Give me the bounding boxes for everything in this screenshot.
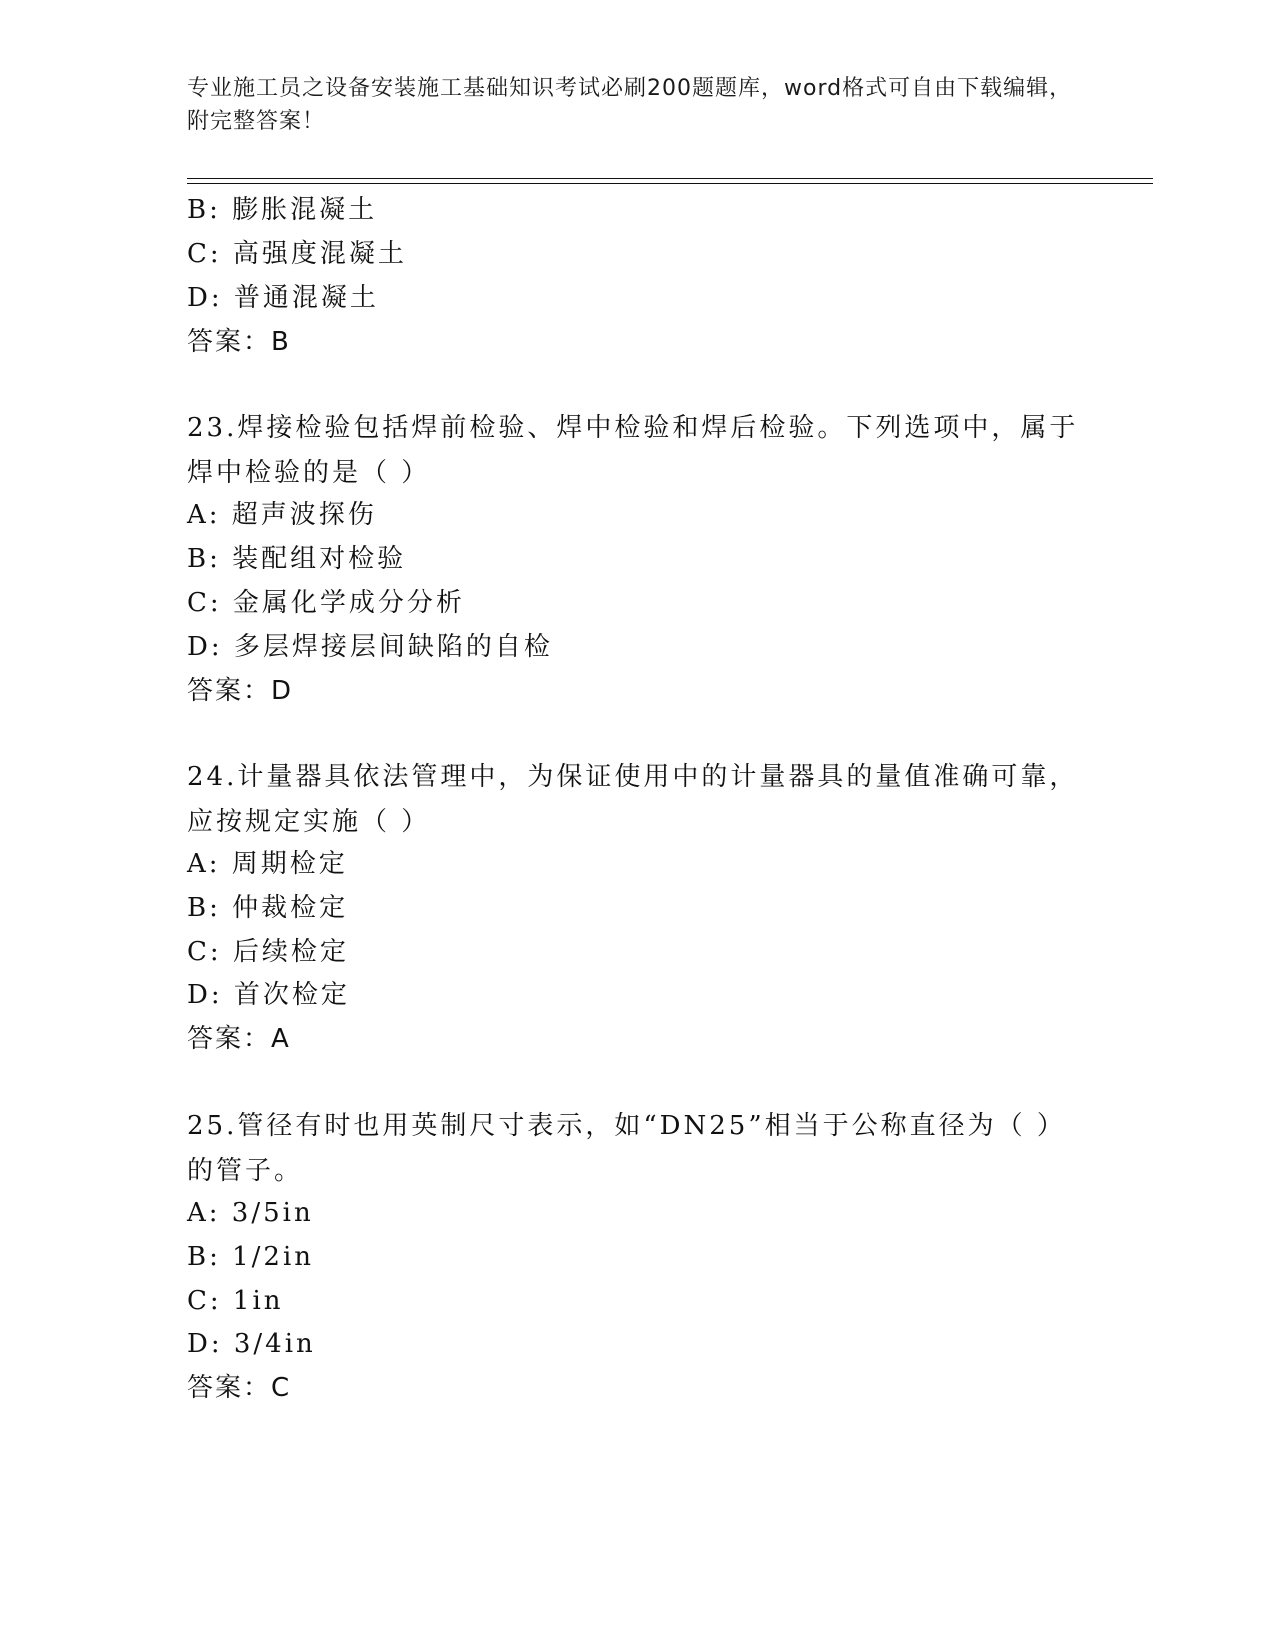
document-header: 专业施工员之设备安装施工基础知识考试必刷200题题库，word格式可自由下载编辑，附完整答案！ bbox=[187, 76, 1073, 134]
q25-option-d: D: 3/4in bbox=[187, 1329, 316, 1359]
q24-option-c: C: 后续检定 bbox=[187, 937, 349, 967]
q23-option-b: B: 装配组对检验 bbox=[187, 544, 407, 574]
q24-answer-line bbox=[187, 1022, 291, 1056]
answer-label: 答案： bbox=[187, 1024, 272, 1054]
q25-option-c: C: 1in bbox=[187, 1286, 284, 1316]
option-b: B: 膨胀混凝土 bbox=[187, 195, 378, 225]
q24-option-b: B: 仲裁检定 bbox=[187, 893, 349, 923]
answer-label: 答案： bbox=[187, 1373, 272, 1403]
answer-value: A bbox=[271, 1024, 291, 1054]
q23-option-a: A: 超声波探伤 bbox=[187, 500, 377, 530]
q23-option-d: D: 多层焊接层间缺陷的自检 bbox=[187, 632, 553, 662]
q24-option-d: D: 首次检定 bbox=[187, 980, 350, 1010]
answer-line bbox=[187, 325, 291, 359]
question-25-stem: 25.管径有时也用英制尺寸表示，如“DN25”相当于公称直径为（ ）的管子。 bbox=[187, 1111, 1066, 1186]
answer-label: 答案： bbox=[187, 327, 272, 357]
question-24-stem: 24.计量器具依法管理中，为保证使用中的计量器具的量值准确可靠，应按规定实施（ ） bbox=[187, 762, 1079, 837]
option-d: D: 普通混凝土 bbox=[187, 283, 379, 313]
q25-answer-line bbox=[187, 1371, 291, 1405]
q25-option-b: B: 1/2in bbox=[187, 1242, 315, 1272]
q24-option-a: A: 周期检定 bbox=[187, 849, 348, 879]
option-c: C: 高强度混凝土 bbox=[187, 239, 407, 269]
q23-answer-line bbox=[187, 674, 293, 708]
answer-value: D bbox=[271, 676, 294, 706]
header-divider-top bbox=[187, 178, 1153, 179]
answer-label: 答案： bbox=[187, 676, 272, 706]
q25-option-a: A: 3/5in bbox=[187, 1198, 314, 1228]
q23-option-c: C: 金属化学成分分析 bbox=[187, 588, 465, 618]
answer-value: B bbox=[271, 327, 291, 357]
answer-value: C bbox=[271, 1373, 292, 1403]
header-divider-bottom bbox=[187, 183, 1153, 184]
question-23-stem: 23.焊接检验包括焊前检验、焊中检验和焊后检验。下列选项中，属于焊中检验的是（ ） bbox=[187, 413, 1079, 488]
